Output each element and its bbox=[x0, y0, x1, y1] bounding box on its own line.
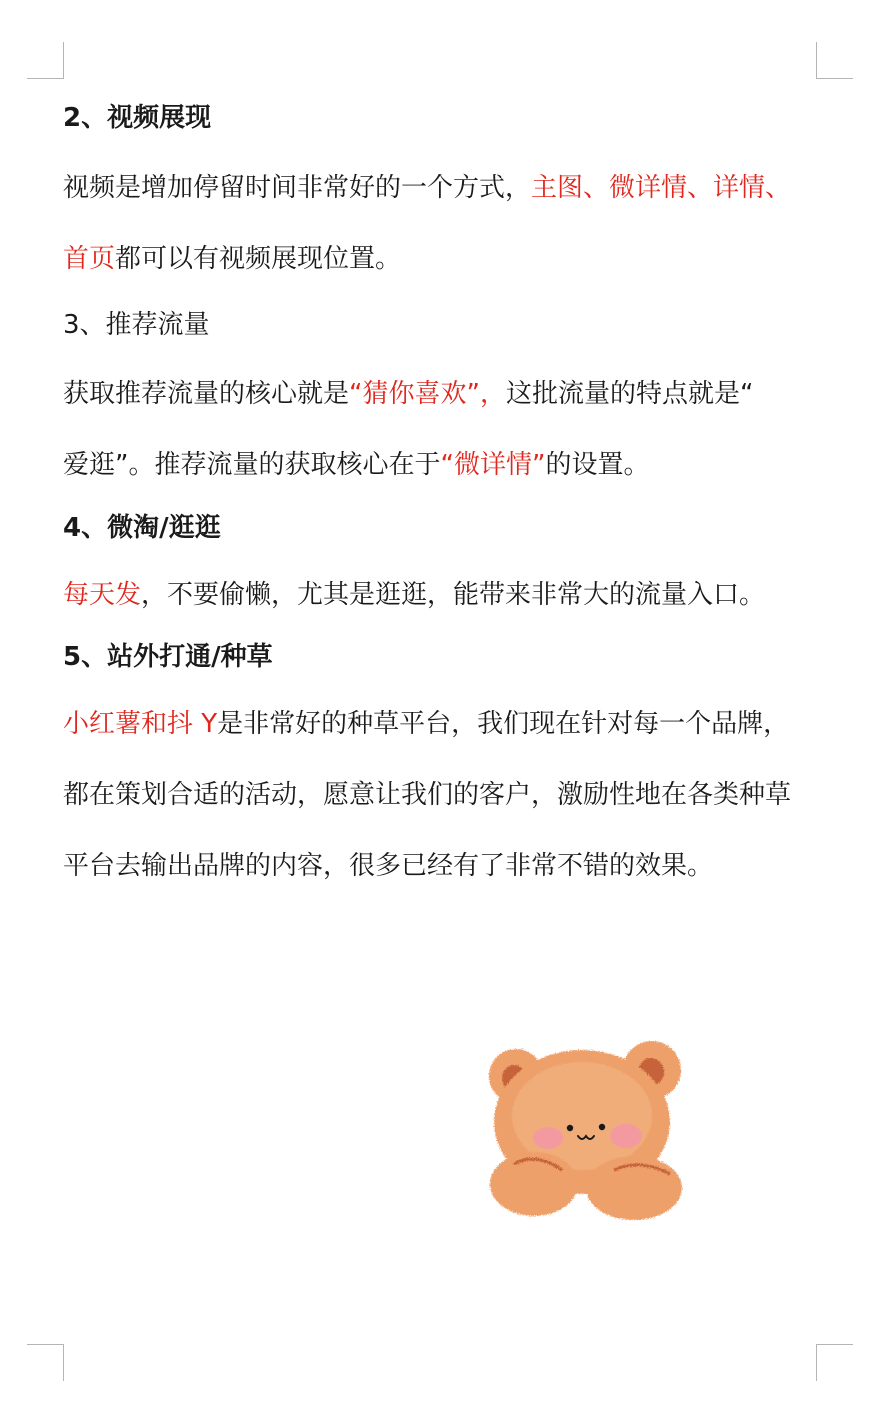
highlight-text: “猜你喜欢”， bbox=[349, 379, 506, 409]
crop-mark-bottom-right bbox=[816, 1344, 853, 1381]
paragraph-line bbox=[63, 560, 833, 631]
text-run: 平台去输出品牌的内容，很多已经有了非常不错的效果。 bbox=[63, 851, 714, 881]
bear-cheek-left bbox=[533, 1127, 563, 1149]
text-run: 都可以有视频展现位置。 bbox=[115, 244, 402, 274]
text-run: ，不要偷懒，尤其是逛逛，能带来非常大的流量入口。 bbox=[141, 580, 766, 610]
paragraph-line bbox=[63, 760, 833, 831]
text-run: 获取推荐流量的核心就是 bbox=[63, 379, 350, 409]
highlight-text: 主图、微详情、详情、 bbox=[531, 173, 792, 203]
section-heading-video: 2、视频展现 bbox=[63, 103, 212, 133]
section-heading-weitao: 4、微淘/逛逛 bbox=[63, 513, 221, 543]
crop-mark-bottom-left bbox=[27, 1344, 64, 1381]
text-run: 是非常好的种草平台，我们现在针对每一个品牌， bbox=[217, 709, 790, 739]
bear-cheek-right bbox=[610, 1124, 642, 1148]
section-paragraph-video bbox=[63, 153, 833, 295]
text-run: 的设置。 bbox=[545, 450, 650, 480]
section-paragraph-offsite bbox=[63, 689, 833, 902]
section-heading-offsite: 5、站外打通/种草 bbox=[63, 642, 273, 672]
text-run: 都在策划合适的活动，愿意让我们的客户，激励性地在各类种草 bbox=[63, 780, 792, 810]
section-heading-recommend: 3、推荐流量 bbox=[63, 310, 210, 340]
highlight-text: 小红薯和抖 Y bbox=[63, 709, 218, 739]
paragraph-line bbox=[63, 153, 833, 224]
bear-paw-left bbox=[490, 1152, 578, 1216]
paragraph-line bbox=[63, 224, 833, 295]
paragraph-line bbox=[63, 831, 833, 902]
section-paragraph-recommend bbox=[63, 359, 833, 501]
text-run: 爱逛”。推荐流量的获取核心在于 bbox=[63, 450, 441, 480]
paragraph-line bbox=[63, 359, 833, 430]
highlight-text: 每天发 bbox=[63, 580, 142, 610]
bear-eye-left bbox=[567, 1125, 573, 1131]
text-run: 这批流量的特点就是“ bbox=[505, 379, 754, 409]
crop-mark-top-right bbox=[816, 42, 853, 79]
paragraph-line bbox=[63, 430, 833, 501]
section-paragraph-weitao bbox=[63, 560, 833, 631]
text-run: 视频是增加停留时间非常好的一个方式， bbox=[63, 173, 532, 203]
highlight-text: 首页 bbox=[63, 244, 116, 274]
paragraph-line bbox=[63, 689, 833, 760]
bear-eye-right bbox=[599, 1124, 605, 1130]
document-body bbox=[63, 96, 833, 902]
highlight-text: “微详情” bbox=[440, 450, 546, 480]
crop-mark-top-left bbox=[27, 42, 64, 79]
teddy-bear-icon bbox=[474, 1024, 690, 1224]
